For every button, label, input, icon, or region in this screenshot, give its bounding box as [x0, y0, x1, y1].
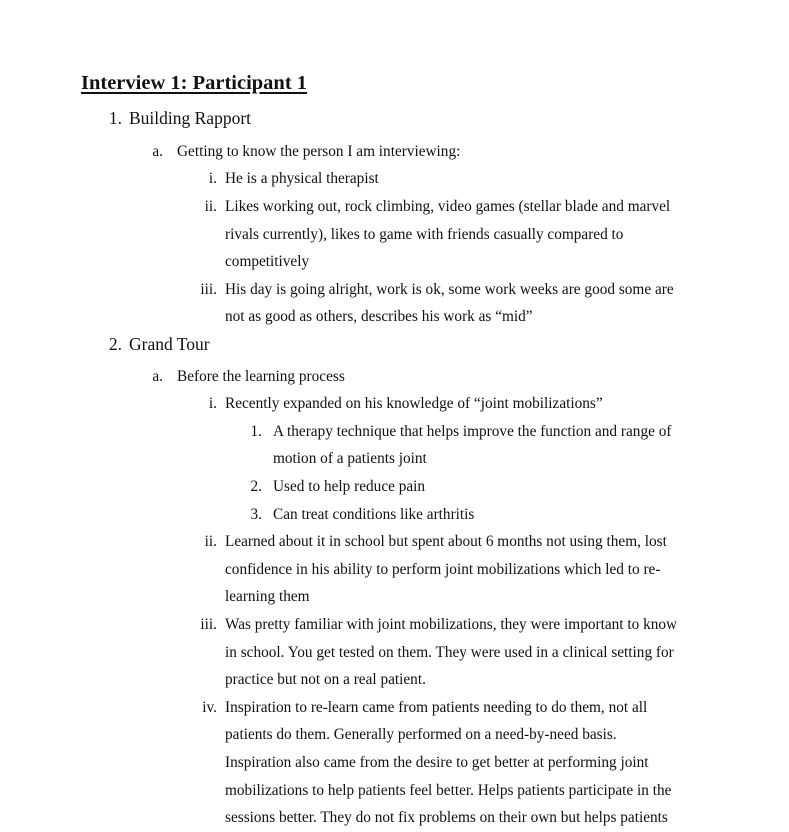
list-marker: 2.	[250, 478, 262, 495]
list-item-text: He is a physical therapist	[225, 170, 379, 187]
list-item-text: Was pretty familiar with joint mobilizations, they were important to know	[225, 616, 678, 633]
section-heading: Building Rapport	[129, 108, 252, 128]
list-marker: a.	[152, 368, 163, 385]
list-marker: 2.	[108, 334, 122, 354]
list-item-text: practice but not on a real patient.	[225, 671, 426, 688]
list-marker: a.	[152, 143, 163, 160]
list-marker: iv.	[202, 699, 217, 716]
list-item-text: Before the learning process	[177, 368, 345, 385]
list-marker: iii.	[200, 616, 217, 633]
list-item-text: in school. You get tested on them. They were used in a clinical setting for	[225, 644, 674, 661]
list-item-text: His day is going alright, work is ok, some work weeks are good some are	[225, 281, 674, 298]
section-heading: Grand Tour	[129, 334, 210, 354]
list-item-text: Inspiration also came from the desire to get better at performing joint	[225, 754, 649, 771]
list-item-text: not as good as others, describes his work as “mid”	[225, 308, 533, 325]
list-marker: 1.	[108, 108, 122, 128]
list-item-text: motion of a patients joint	[273, 450, 427, 467]
list-item-text: confidence in his ability to perform joint mobilizations which led to re-	[225, 561, 661, 578]
list-marker: 1.	[250, 423, 262, 440]
list-item-text: patients do them. Generally performed on a need-by-need basis.	[225, 726, 617, 743]
list-marker: i.	[208, 170, 217, 187]
list-item-text: competitively	[225, 253, 310, 270]
list-item-text: Getting to know the person I am interviewing:	[177, 143, 461, 160]
list-item-text: learning them	[225, 588, 310, 605]
list-marker: ii.	[204, 198, 217, 215]
list-item-text: Inspiration to re-learn came from patients needing to do them, not all	[225, 699, 648, 716]
document-title: Interview 1: Participant 1	[81, 72, 308, 94]
list-marker: i.	[208, 395, 217, 412]
list-marker: ii.	[204, 533, 217, 550]
list-item-text: sessions better. They do not fix problems on their own but helps patients	[225, 809, 668, 826]
list-marker: 3.	[250, 506, 262, 523]
list-item-text: A therapy technique that helps improve the function and range of	[273, 423, 672, 440]
list-item-text: rivals currently), likes to game with friends casually compared to	[225, 226, 624, 243]
list-item-text: Learned about it in school but spent about 6 months not using them, lost	[225, 533, 667, 550]
list-item-text: Can treat conditions like arthritis	[273, 506, 475, 523]
list-item-text: Likes working out, rock climbing, video games (stellar blade and marvel	[225, 198, 671, 215]
list-item-text: Used to help reduce pain	[273, 478, 426, 495]
list-item-text: Recently expanded on his knowledge of “joint mobilizations”	[225, 395, 603, 412]
list-item-text: mobilizations to help patients feel better. Helps patients participate in the	[225, 782, 672, 799]
list-marker: iii.	[200, 281, 217, 298]
